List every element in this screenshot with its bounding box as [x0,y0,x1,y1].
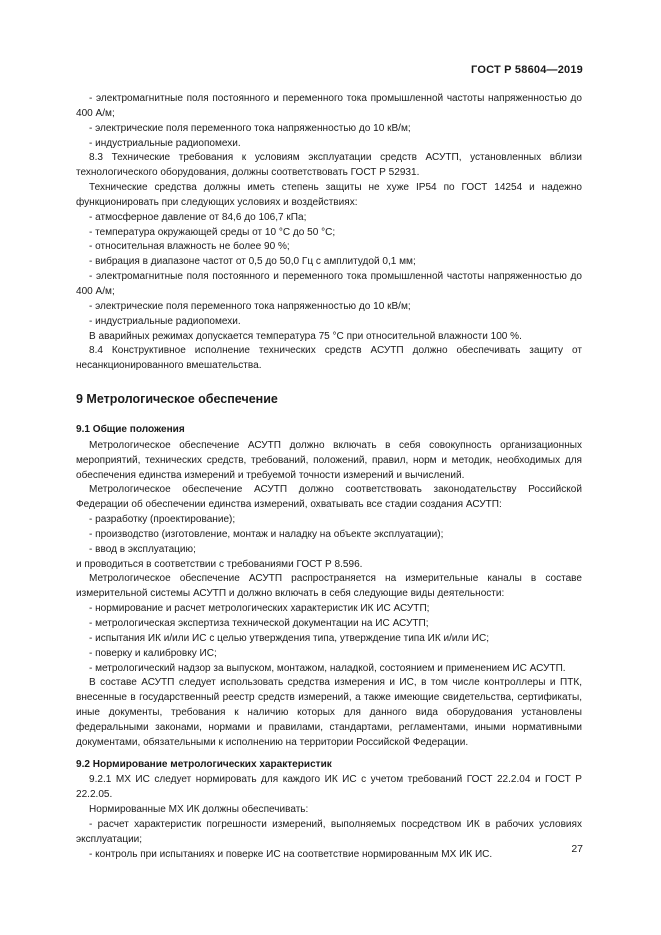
list-item: - электромагнитные поля постоянного и переменного тока промышленной частоты напряженностью до 400 А/м; [76,271,582,297]
list-item: - индустриальные радиопомехи. [89,315,241,327]
list-item: - контроль при испытаниях и поверке ИС на соответствие нормированным МХ ИК ИС. [89,848,493,860]
document-body [76,92,582,863]
list-item: - метрологический надзор за выпуском, монтажом, наладкой, состоянием и применением ИС АСУТП. [89,662,566,674]
section-9-heading: 9 Метрологическое обеспечение [76,392,278,407]
subsection-9-1-heading: 9.1 Общие положения [76,424,185,436]
paragraph: В составе АСУТП следует использовать средства измерения и ИС, в том числе контроллеры и ПТК, внесенные в государственный реестр средств измерений, а также имеющие свидетельства, сертификаты, иные документы, требования к наличию которых для данного вида оборудования установлены федеральными законами, нормами и правилами, стандартами, регламентами, иными нормативными документами, обязательными к исполнению на территории Российской Федерации. [76,677,582,748]
paragraph: Нормированные МХ ИК должны обеспечивать: [89,804,309,816]
list-item: - индустриальные радиопомехи. [89,137,241,149]
list-item: - испытания ИК и/или ИС с целью утверждения типа, утверждение типа ИК и/или ИС; [89,632,490,644]
paragraph: В аварийных режимах допускается температура 75 °С при относительной влажности 100 %. [89,330,522,342]
list-item: - температура окружающей среды от 10 °С до 50 °С; [89,226,336,238]
paragraph: Метрологическое обеспечение АСУТП распространяется на измерительные каналы в составе измерительной системы АСУТП и должно включать в себя следующие виды деятельности: [76,573,582,600]
list-item: - атмосферное давление от 84,6 до 106,7 кПа; [89,211,307,223]
list-item: - нормирование и расчет метрологических характеристик ИК ИС АСУТП; [89,603,430,615]
paragraph: Технические средства должны иметь степень защиты не хуже IP54 по ГОСТ 14254 и надежно функционировать при следующих условиях и воздействиях: [76,182,582,208]
list-item: - электрические поля переменного тока напряженностью до 10 кВ/м; [89,122,411,134]
paragraph: и проводиться в соответствии с требованиями ГОСТ Р 8.596. [76,558,363,570]
list-item: - метрологическая экспертиза технической документации на ИС АСУТП; [89,618,429,629]
clause-8-4: 8.4 Конструктивное исполнение технических средств АСУТП должно обеспечивать защиту от несанкционированного вмешательства. [76,345,582,372]
list-item: - разработку (проектирование); [89,514,236,526]
list-item: - электромагнитные поля постоянного и переменного тока промышленной частоты напряженностью до 400 А/м; [76,93,582,119]
list-item: - поверку и калибровку ИС; [89,647,217,659]
list-item: - относительная влажность не более 90 %; [89,241,290,253]
list-item: - ввод в эксплуатацию; [89,543,196,555]
clause-9-2-1: 9.2.1 МХ ИС следует нормировать для каждого ИК ИС с учетом требований ГОСТ 22.2.04 и ГОСТ Р 22.2.05. [76,774,582,801]
standard-number-header: ГОСТ Р 58604—2019 [471,64,583,76]
page-number: 27 [571,843,583,855]
list-item: - производство (изготовление, монтаж и наладку на объекте эксплуатации); [89,528,444,540]
clause-8-3: 8.3 Технические требования к условиям эксплуатации средств АСУТП, установленных вблизи технологического оборудования, должны соответствовать ГОСТ Р 52931. [76,152,582,179]
paragraph: Метрологическое обеспечение АСУТП должно соответствовать законодательству Российской Федерации об обеспечении единства измерений, охватывать все стадии создания АСУТП: [76,484,582,511]
paragraph: Метрологическое обеспечение АСУТП должно включать в себя совокупность организационных мероприятий, технических средств, требований, положений, правил, норм и методик, необходимых для обеспечения единства измерений и требуемой точности измерений и вычислений. [76,439,582,481]
list-item: - расчет характеристик погрешности измерений, выполняемых посредством ИК в рабочих условиях эксплуатации; [76,818,582,845]
list-item: - вибрация в диапазоне частот от 0,5 до 50,0 Гц с амплитудой 0,1 мм; [89,256,416,268]
list-item: - электрические поля переменного тока напряженностью до 10 кВ/м; [89,300,411,312]
subsection-9-2-heading: 9.2 Нормирование метрологических характеристик [76,758,332,770]
